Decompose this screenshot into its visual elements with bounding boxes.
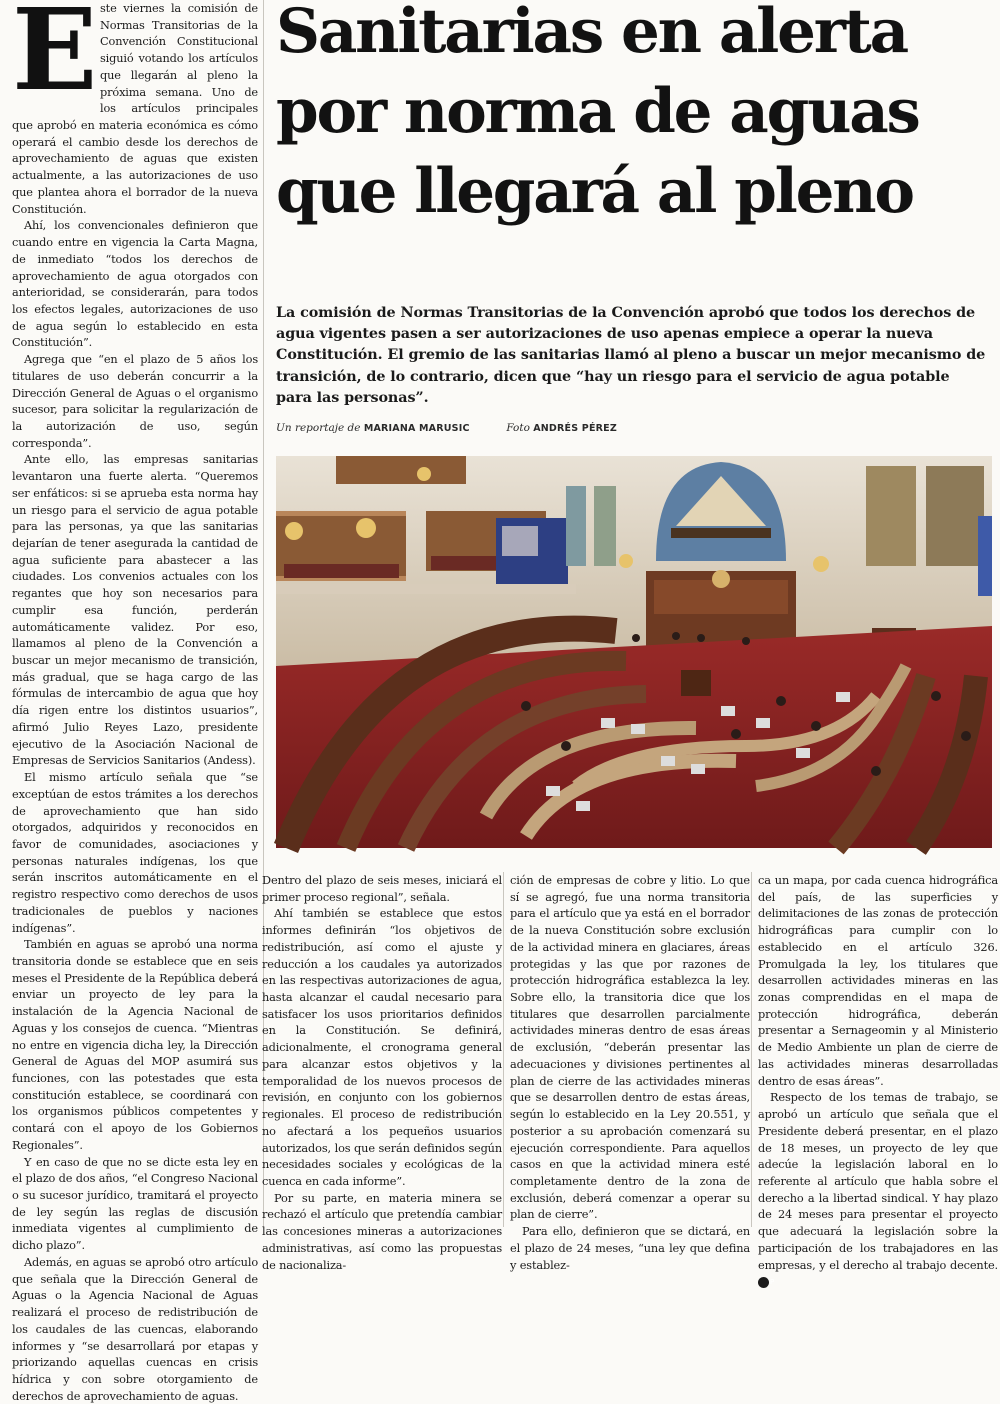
byline-author: MARIANA MARUSIC [363, 423, 470, 434]
byline-photo-prefix: Foto [506, 422, 530, 434]
col2-paragraph: Dentro del plazo de seis meses, iniciará el primer proceso regional”, señala. [262, 873, 502, 904]
byline-photographer: ANDRÉS PÉREZ [533, 423, 617, 434]
col4-paragraph: ca un mapa, por cada cuenca hidrográfica del país, de las superficies y delimitaciones de las zonas de protección hidrográficas para cumplir con lo establecido en el artículo 326. Promulgada la ley, los titulares que desarrollen actividades mineras en las zonas comprendidas en el mapa de protección hidrográfica, deberán presentar a Sernageomin y al Ministerio de Medio Ambiente un plan de cierre de las actividades mineras desarrolladas dentro de esas áreas”. [758, 873, 998, 1088]
headline-line: que llegará al pleno [276, 156, 913, 227]
left-paragraph: Además, en aguas se aprobó otro artículo que señala que la Dirección General de Aguas o la Agencia Nacional de Aguas realizará el proceso de redistribución de los caudales de las cuencas, elaborando informes y “se desarrollará por etapas y priorizando aquellas cuencas en crisis hídrica y con sobre otorgamiento de derechos de aprovechamiento de aguas. [12, 1254, 258, 1403]
col4-paragraph: Respecto de los temas de trabajo, se aprobó un artículo que señala que el Presidente deberá presentar, en el plazo de 18 meses, un proyecto de ley que adecúe la legislación laboral en lo referente al artículo que habla sobre el derecho a la libertad sindical. Y hay plazo de 24 meses para presentar el proyecto que adecuará la legislación sobre la participación de los trabajadores en las empresas, y el derecho al trabajo decente. P [758, 1090, 998, 1286]
column-divider [751, 872, 752, 1227]
byline [276, 422, 876, 434]
bottom-column-1 [262, 872, 502, 1272]
convention-hall-illustration [276, 456, 992, 848]
drop-cap: E [12, 0, 98, 116]
headline-line: Sanitarias en alerta [276, 0, 907, 67]
column-divider [503, 872, 504, 1227]
headline-line: por norma de aguas [276, 76, 919, 147]
left-paragraph: Ante ello, las empresas sanitarias levantaron una fuerte alerta. “Queremos ser enfáticos: si se aprueba esta norma hay un riesgo para el servicio de agua potable para las personas, ya que las sanitarias dejarían de tener asegurada la cantidad de agua suficiente para abastecer a las ciudades. Los convenios actuales con los regantes que hoy son necesarios para cumplir esa función, perderán automáticamente validez. Por eso, llamamos al pleno de la Convención a buscar un mejor mecanismo de transición, más gradual, que se haga cargo de las fórmulas de intercambio de agua que hoy día rigen entre los distintos usuarios”, afirmó Julio Reyes Lazo, presidente ejecutivo de la Asociación Nacional de Empresas de Servicios Sanitarios (Andess). [12, 452, 258, 768]
headline [276, 0, 992, 232]
left-paragraph: Y en caso de que no se dicte esta ley en el plazo de dos años, “el Congreso Nacional o su sucesor jurídico, tramitará el proyecto de ley según las reglas de discusión inmediata vigentes al cumplimiento de dicho plazo”. [12, 1154, 259, 1253]
left-paragraph: ste viernes la comisión de Normas Transitorias de la Convención Constitucional siguió votando los artículos que llegarán al pleno la próxima semana. Uno de los artículos principales que aprobó en materia económica es cómo operará el cambio desde los derechos de aprovechamiento de aguas que existen actualmente, a las autorizaciones de uso que plantea ahora el borrador de la nueva Constitución. [12, 1, 258, 216]
col2-paragraph: Ahí también se establece que estos informes definirán “los objetivos de redistribución, así como el ajuste y reducción a los caudales ya autorizados en las respectivas autorizaciones de agua, hasta alcanzar el caudal necesario para satisfacer los usos prioritarios definidos en la Constitución. Se definirá, adicionalmente, el cronograma general para alcanzar estos objetivos y la temporalidad de los nuevos procesos de revisión, en conjunto con los gobiernos regionales. El proceso de redistribución no afectará a los pequeños usuarios autorizados, los que serán definidos según necesidades sociales y ecológicas de la cuenca en cada informe”. [262, 906, 502, 1188]
left-paragraph: También en aguas se aprobó una norma transitoria donde se establece que en seis meses el Presidente de la República deberá enviar un proyecto de ley para la instalación de la Agencia Nacional de Aguas y los consejos de cuenca. “Mientras no entre en vigencia dicha ley, la Dirección General de Aguas del MOP asumirá sus funciones, con las potestades que esta constitución establece, se coordinará con los organismos públicos competentes y contará con el apoyo de los Gobiernos Regionales”. [12, 937, 258, 1152]
col3-paragraph: ción de empresas de cobre y litio. Lo que sí se agregó, fue una norma transitoria para el artículo que ya está en el borrador de la nueva Constitución sobre exclusión de la actividad minera en glaciares, áreas protegidas y las que por razones de protección hidrográfica establezca la ley. Sobre ello, la transitoria dice que los titulares que desarrollen parcialmente actividades mineras dentro de esas áreas de exclusión, “deberán presentar las adecuaciones y divisiones pertinentes al plan de cierre de las actividades mineras que se desarrollen dentro de estas áreas, según lo establecido en la Ley 20.551, y posterior a su aprobación comenzará su ejecución correspondiente. Para aquellos casos en que la actividad minera esté completamente dentro de la zona de exclusión, deberá comenzar a operar su plan de cierre”. [510, 873, 750, 1222]
left-column [12, 0, 259, 1403]
bottom-column-2 [510, 872, 750, 1272]
col3-paragraph: Para ello, definieron que se dictará, en el plazo de 24 meses, “una ley que defina y establez- [510, 1224, 750, 1272]
left-paragraph: Ahí, los convencionales definieron que cuando entre en vigencia la Carta Magna, de inmediato “todos los derechos de aprovechamiento de agua otorgados con anterioridad, se considerarán, para todos los efectos legales, autorizaciones de uso de agua según lo establecido en esta Constitución”. [12, 218, 258, 350]
col2-paragraph: Por su parte, en materia minera se rechazó el artículo que pretendía cambiar las concesiones mineras a autorizaciones administrativas, así como las propuestas de nacionaliza- [262, 1190, 502, 1272]
article-photo [276, 456, 992, 848]
bottom-column-3 [758, 872, 998, 1286]
deck-summary: La comisión de Normas Transitorias de la Convención aprobó que todos los derechos de agua vigentes pasen a ser autorizaciones de uso apenas empiece a operar la nueva Constitución. El gremio de las sanitarias llamó al pleno a buscar un mejor mecanismo de transición, de lo contrario, dicen que “hay un riesgo para el servicio de agua potable para las personas”. [276, 305, 986, 406]
left-paragraph: El mismo artículo señala que “se exceptúan de estos trámites a los derechos de aprovechamiento que han sido otorgados, adquiridos y reconocidos en favor de comunidades, asociaciones y personas naturales indígenas, los que serán inscritos automáticamente en el registro respectivo como derechos de usos tradicionales de pueblos y naciones indígenas”. [12, 770, 258, 935]
end-mark-icon: P [758, 1277, 769, 1288]
byline-report-prefix: Un reportaje de [276, 422, 361, 434]
left-paragraph: Agrega que “en el plazo de 5 años los titulares de uso deberán concurrir a la Dirección General de Aguas o el organismo sucesor, para solicitar la regularización de la autorización de uso, según corresponda”. [12, 352, 258, 450]
